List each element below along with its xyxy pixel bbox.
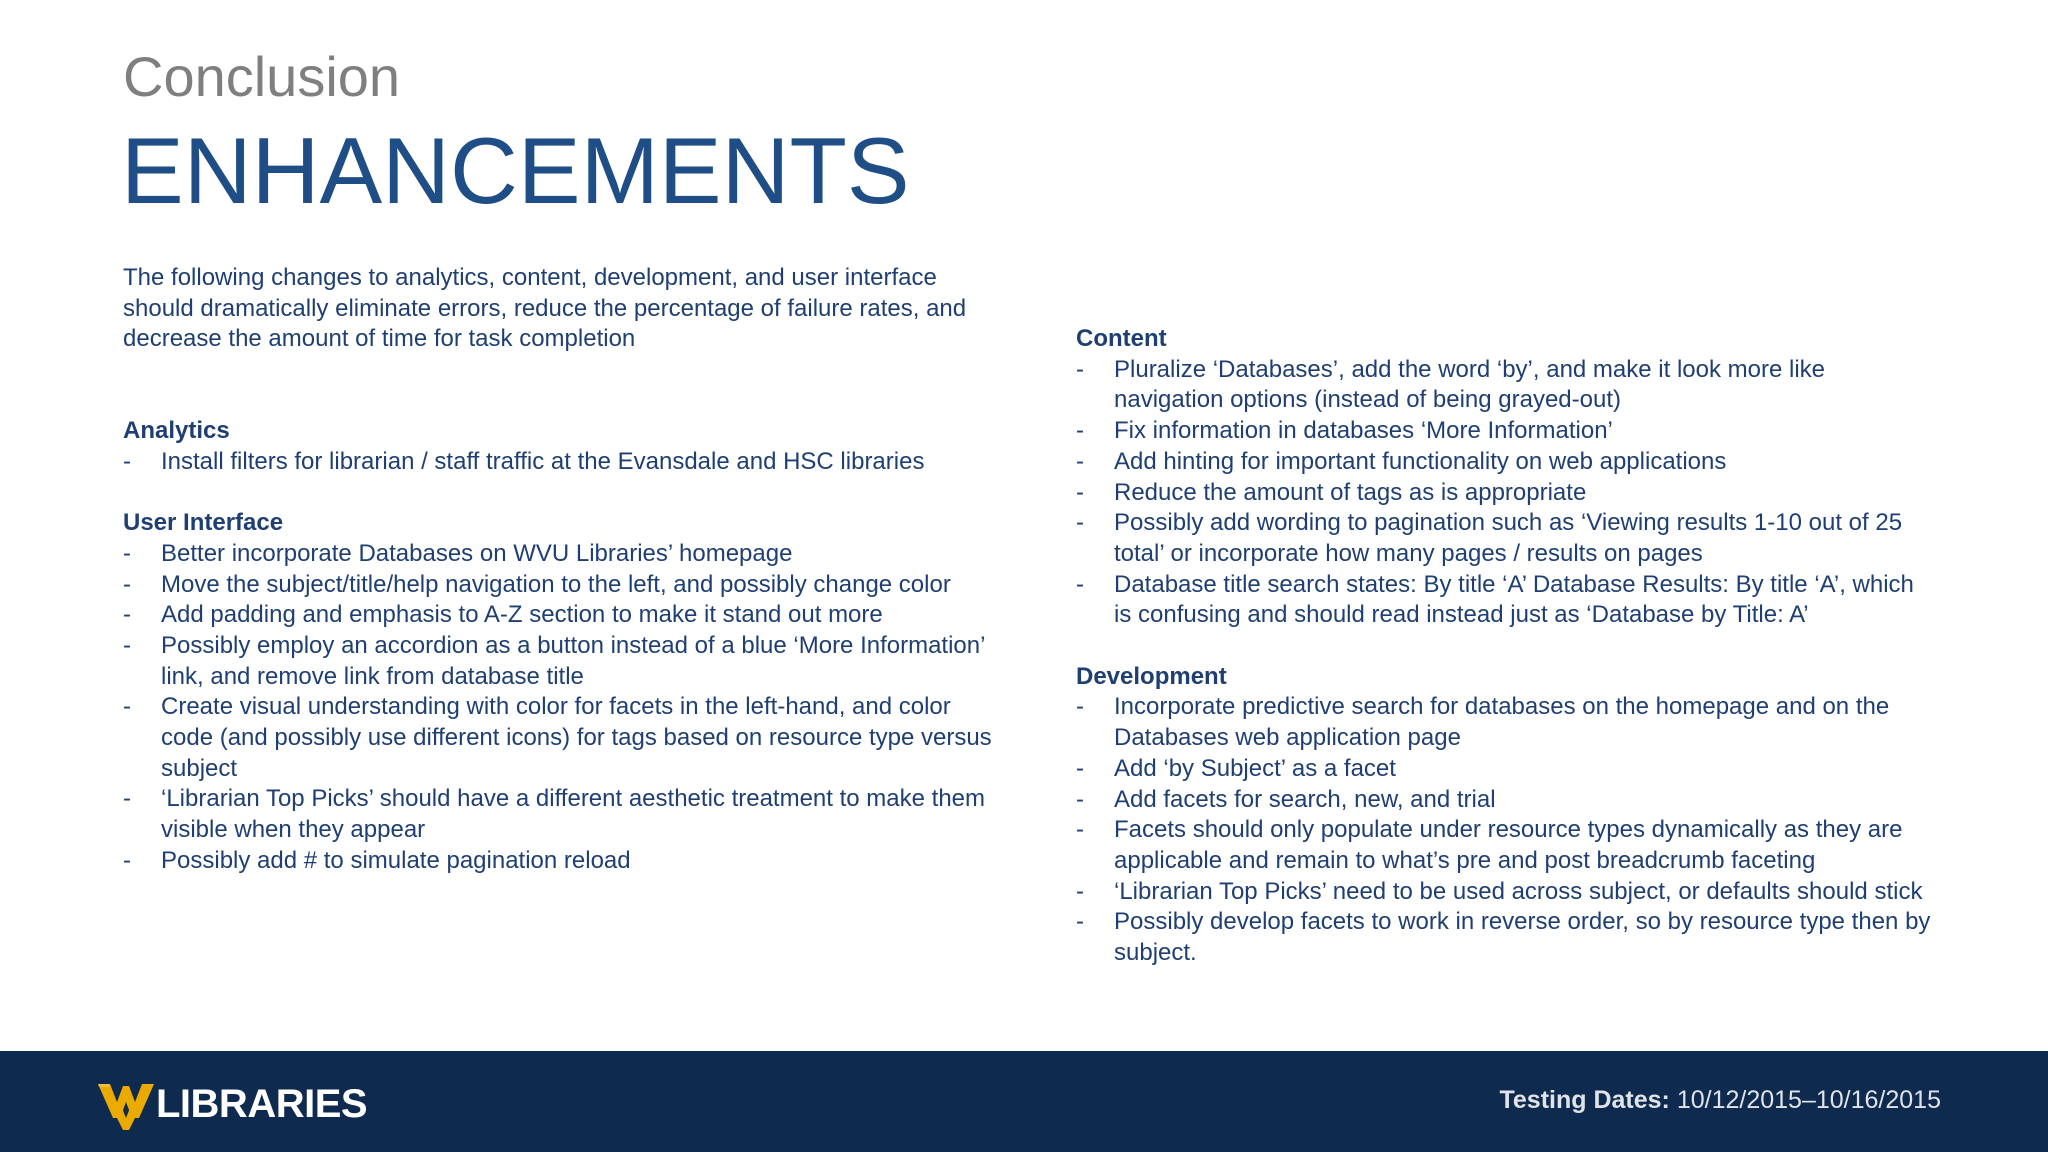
bullet-text: Add ‘by Subject’ as a facet	[1114, 754, 1396, 782]
bullet-text: Fix information in databases ‘More Information’	[1114, 417, 1613, 445]
bullet-text: Move the subject/title/help navigation to the left, and possibly change color	[161, 570, 951, 598]
bullet-dash: -	[123, 785, 131, 813]
bullet-text: Better incorporate Databases on WVU Libraries’ homepage	[161, 539, 793, 567]
section-heading: User Interface	[123, 509, 284, 537]
bullet-text: Possibly develop facets to work in reverse order, so by resource type then by subject.	[1114, 908, 1931, 967]
bullet-text: Add padding and emphasis to A-Z section to make it stand out more	[161, 601, 883, 629]
bullet-dash: -	[1076, 570, 1084, 598]
bullet-dash: -	[123, 539, 131, 567]
bullet-text: Create visual understanding with color for facets in the left-hand, and color code (and possibly use different icons) for tags based on resource type versus subject	[161, 693, 992, 782]
bullet-text: Facets should only populate under resource types dynamically as they are applicable and remain to what’s pre and post breadcrumb faceting	[1114, 816, 1903, 874]
bullet-item	[1076, 754, 1936, 785]
section-heading: Content	[1076, 325, 1167, 352]
bullet-dash: -	[1076, 908, 1084, 936]
bullet-dash: -	[1076, 478, 1084, 506]
bullet-item	[1076, 508, 1936, 569]
intro-paragraph: The following changes to analytics, content, development, and user interface should dramatically eliminate errors, reduce the percentage of failure rates, and decrease the amount of time for task completion	[123, 264, 967, 353]
bullet-dash: -	[1076, 785, 1084, 813]
section-heading: Development	[1076, 662, 1227, 690]
bullet-item	[1076, 692, 1936, 753]
bullet-dash: -	[123, 601, 131, 629]
bullet-dash: -	[1076, 816, 1084, 844]
bullet-dash: -	[1076, 693, 1084, 721]
section-content	[1076, 324, 1936, 631]
footer-bar	[0, 1051, 2048, 1152]
bullet-dash: -	[123, 570, 131, 598]
slide-title: ENHANCEMENTS	[121, 118, 910, 223]
bullet-text: Possibly employ an accordion as a button instead of a blue ‘More Information’ link, and remove link from database title	[161, 631, 985, 690]
bullet-text: ‘Librarian Top Picks’ need to be used across subject, or defaults should stick	[1114, 877, 1923, 905]
testing-dates	[1499, 1082, 1941, 1118]
bullet-item	[1076, 416, 1936, 447]
bullet-dash: -	[1076, 447, 1084, 475]
bullet-dash: -	[123, 447, 131, 475]
bullet-text: Install filters for librarian / staff traffic at the Evansdale and HSC libraries	[161, 447, 925, 475]
bullet-list	[123, 447, 993, 478]
section-user-interface	[123, 508, 993, 876]
bullet-dash: -	[123, 631, 131, 659]
bullet-item	[1076, 478, 1936, 509]
logo-wordmark: LIBRARIES	[156, 1082, 368, 1126]
testing-dates-value: 10/12/2015–10/16/2015	[1676, 1086, 1941, 1114]
bullet-item	[123, 447, 993, 478]
bullet-list	[1076, 692, 1936, 968]
testing-dates-label: Testing Dates:	[1499, 1086, 1670, 1114]
bullet-text: ‘Librarian Top Picks’ should have a different aesthetic treatment to make them visible when they appear	[161, 785, 986, 844]
right-column	[1076, 324, 1936, 999]
bullet-item	[1076, 785, 1936, 816]
bullet-text: Pluralize ‘Databases’, add the word ‘by’, and make it look more like navigation options (instead of being grayed-out)	[1114, 355, 1826, 414]
bullet-list	[1076, 355, 1936, 631]
slide-subtitle: Conclusion	[123, 45, 401, 108]
bullet-item	[1076, 447, 1936, 478]
flying-wv-icon	[98, 1078, 154, 1130]
section-heading: Analytics	[123, 417, 230, 444]
bullet-item	[1076, 907, 1936, 968]
bullet-text: Add facets for search, new, and trial	[1114, 785, 1496, 813]
bullet-text: Add hinting for important functionality on web applications	[1114, 447, 1727, 475]
bullet-list	[123, 539, 993, 877]
bullet-dash: -	[1076, 754, 1084, 782]
bullet-item	[123, 570, 993, 601]
bullet-text: Possibly add # to simulate pagination reload	[161, 846, 631, 874]
bullet-item	[1076, 877, 1936, 908]
bullet-item	[123, 846, 993, 877]
bullet-dash: -	[123, 693, 131, 721]
wvu-libraries-logo	[98, 1076, 367, 1132]
bullet-item	[1076, 570, 1936, 631]
left-column	[123, 416, 993, 907]
bullet-item	[123, 784, 993, 845]
bullet-dash: -	[1076, 509, 1084, 537]
bullet-text: Incorporate predictive search for databases on the homepage and on the Databases web application page	[1114, 693, 1890, 752]
bullet-dash: -	[123, 846, 131, 874]
section-development	[1076, 662, 1936, 969]
section-analytics	[123, 416, 993, 477]
bullet-item	[1076, 355, 1936, 416]
bullet-text: Possibly add wording to pagination such as ‘Viewing results 1-10 out of 25 total’ or incorporate how many pages / results on pages	[1114, 509, 1903, 567]
bullet-text: Reduce the amount of tags as is appropriate	[1114, 478, 1587, 506]
bullet-item	[1076, 815, 1936, 876]
bullet-dash: -	[1076, 417, 1084, 445]
bullet-item	[123, 539, 993, 570]
bullet-item	[123, 600, 993, 631]
bullet-item	[123, 692, 993, 784]
bullet-dash: -	[1076, 877, 1084, 905]
bullet-dash: -	[1076, 355, 1084, 383]
bullet-item	[123, 631, 993, 692]
bullet-text: Database title search states: By title ‘A’ Database Results: By title ‘A’, which is confusing and should read instead just as ‘Database by Title: A’	[1114, 570, 1914, 629]
